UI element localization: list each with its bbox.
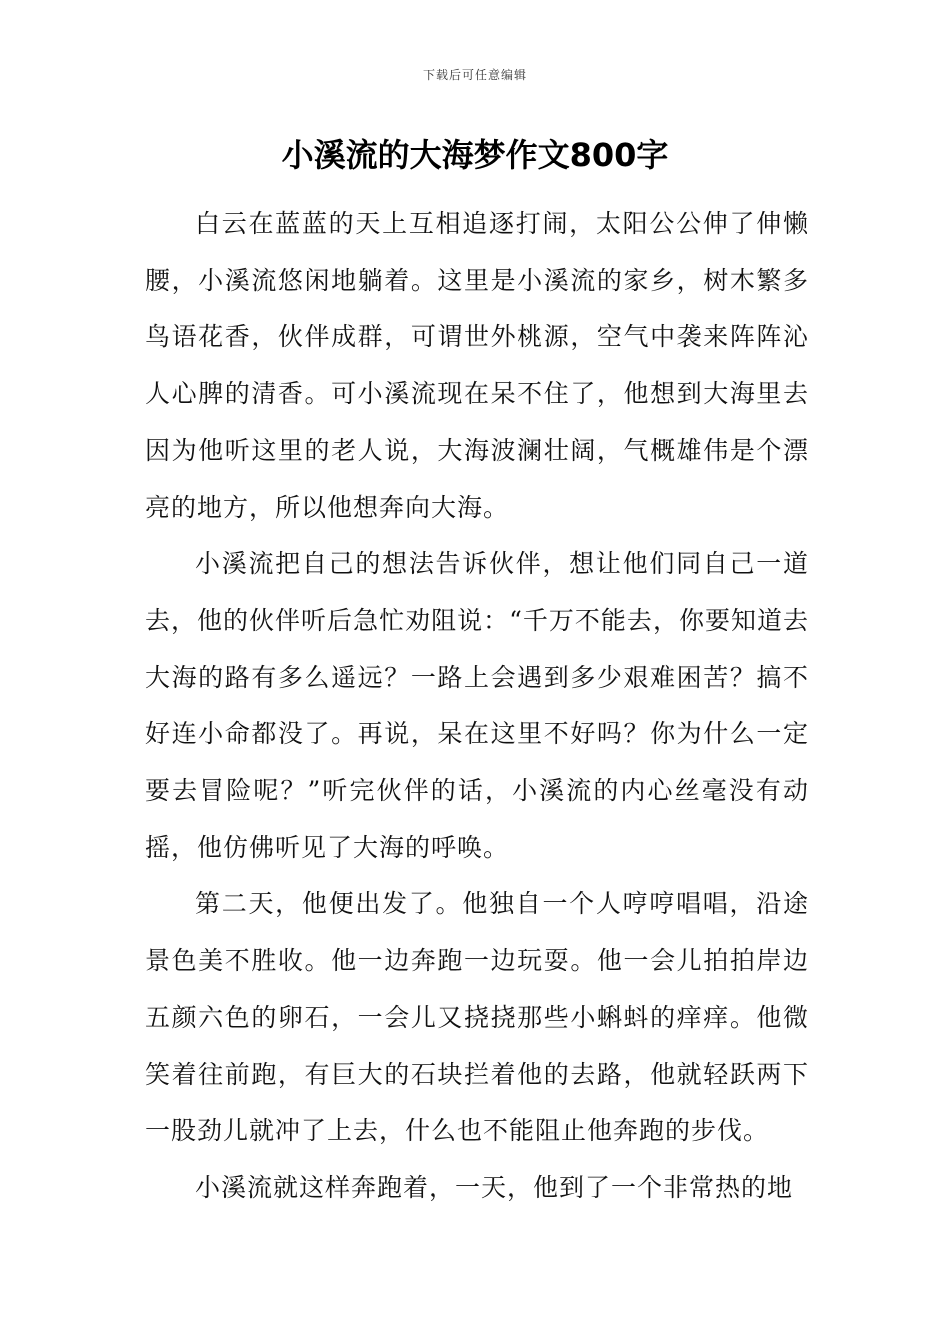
document-title: 小溪流的大海梦作文800字 (281, 136, 669, 174)
header-note: 下载后可任意编辑 (422, 68, 527, 82)
paragraph-1: 白云在蓝蓝的天上互相追逐打闹，太阳公公伸了伸懒腰，小溪流悠闲地躺着。这里是小溪流的家乡，树木繁多鸟语花香，伙伴成群，可谓世外桃源，空气中袭来阵阵沁人心脾的清香。可小溪流现在呆不住了，他想到大海里去因为他听这里的老人说，大海波澜壮阔，气概雄伟是个漂亮的地方，所以他想奔向大海。 (145, 209, 809, 522)
document-body (145, 196, 809, 1217)
paragraph-2: 小溪流把自己的想法告诉伙伴，想让他们同自己一道去，他的伙伴听后急忙劝阻说：“千万不能去，你要知道去大海的路有多么遥远？一路上会遇到多少艰难困苦？搞不好连小命都没了。再说，呆在这里不好吗？你为什么一定要去冒险呢？”听完伙伴的话，小溪流的内心丝毫没有动摇，他仿佛听见了大海的呼唤。 (145, 549, 809, 862)
paragraph-4: 小溪流就这样奔跑着，一天，他到了一个非常热的地 (195, 1172, 794, 1202)
paragraph-3: 第二天，他便出发了。他独自一个人哼哼唱唱，沿途景色美不胜收。他一边奔跑一边玩耍。他一会儿拍拍岸边五颜六色的卵石，一会儿又挠挠那些小蝌蚪的痒痒。他微笑着往前跑，有巨大的石块拦着他的去路，他就轻跃两下一股劲儿就冲了上去，什么也不能阻止他奔跑的步伐。 (145, 889, 809, 1146)
